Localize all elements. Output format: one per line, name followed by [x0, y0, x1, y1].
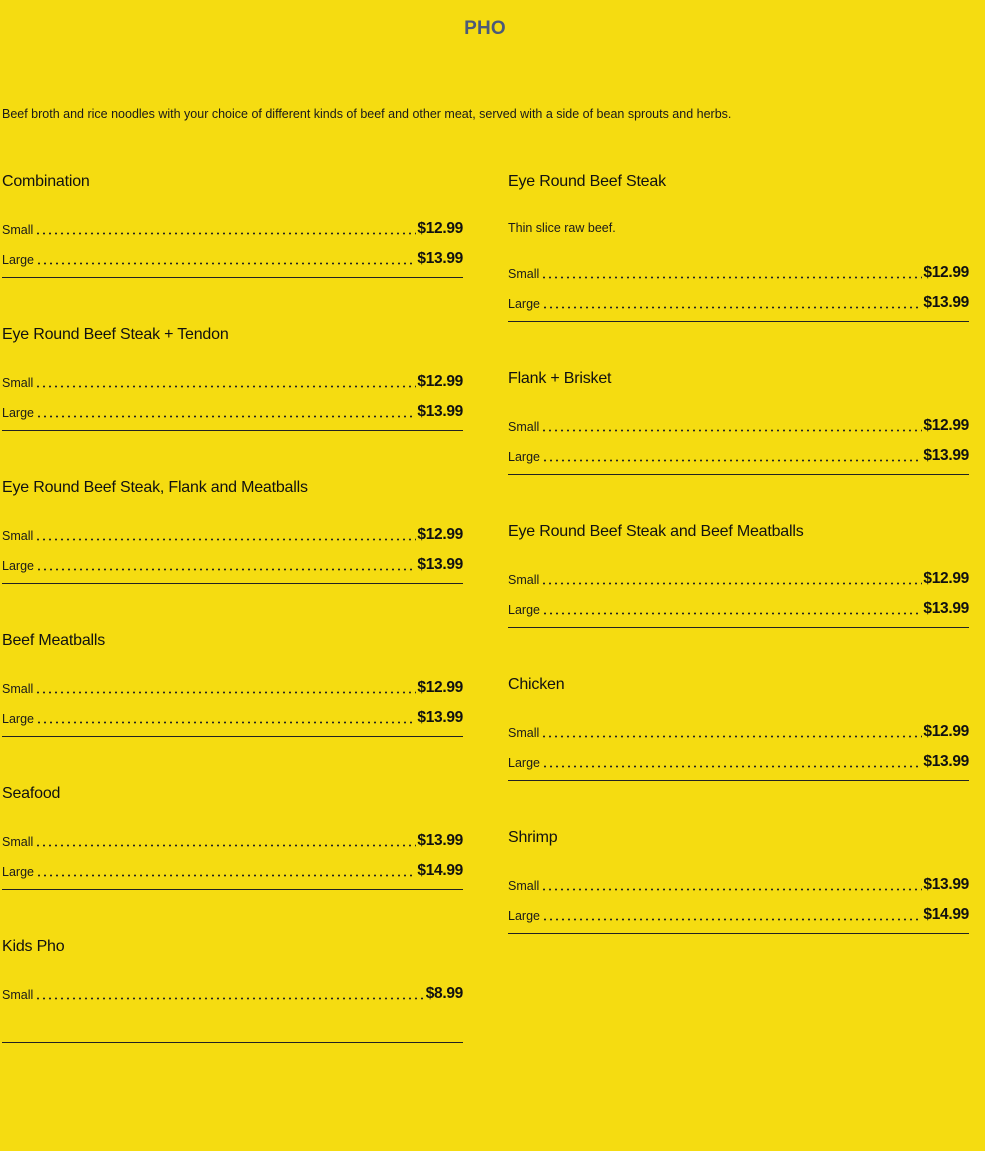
price-value: $12.99	[417, 220, 463, 237]
price-value: $12.99	[923, 723, 969, 740]
section-title: PHO	[464, 18, 506, 39]
dot-leader	[541, 276, 922, 279]
item-divider	[2, 430, 463, 431]
price-value: $13.99	[417, 832, 463, 849]
price-row	[508, 902, 969, 924]
size-label: Large	[508, 297, 540, 311]
size-label: Large	[508, 450, 540, 464]
size-label: Small	[508, 573, 540, 587]
price-row	[2, 828, 463, 850]
price-value: $13.99	[417, 403, 463, 420]
dot-leader	[35, 538, 416, 541]
price-value: $13.99	[923, 447, 969, 464]
dot-leader	[541, 735, 922, 738]
menu-item-name: Flank + Brisket	[508, 370, 612, 387]
price-row	[508, 413, 969, 435]
menu-item-name: Shrimp	[508, 829, 558, 846]
price-row	[508, 443, 969, 465]
item-divider	[508, 474, 969, 475]
dot-leader	[36, 568, 416, 571]
price-value: $13.99	[417, 250, 463, 267]
price-row	[2, 399, 463, 421]
price-row	[2, 552, 463, 574]
price-row	[2, 675, 463, 697]
price-row	[508, 566, 969, 588]
price-row	[2, 369, 463, 391]
size-label: Small	[508, 879, 540, 893]
price-row	[508, 260, 969, 282]
size-label: Large	[508, 603, 540, 617]
dot-leader	[542, 306, 922, 309]
size-label: Large	[2, 253, 34, 267]
size-label: Small	[2, 529, 34, 543]
menu-item-name: Eye Round Beef Steak and Beef Meatballs	[508, 523, 804, 540]
price-value: $12.99	[417, 526, 463, 543]
dot-leader	[542, 918, 922, 921]
item-divider	[2, 889, 463, 890]
price-row	[2, 705, 463, 727]
size-label: Large	[2, 406, 34, 420]
size-label: Small	[2, 223, 34, 237]
size-label: Large	[508, 756, 540, 770]
price-value: $8.99	[425, 985, 463, 1002]
price-value: $13.99	[417, 556, 463, 573]
size-label: Small	[508, 420, 540, 434]
price-row	[2, 216, 463, 238]
size-label: Large	[2, 559, 34, 573]
price-row	[508, 596, 969, 618]
menu-item-note: Thin slice raw beef.	[508, 221, 616, 235]
price-row	[2, 522, 463, 544]
dot-leader	[36, 874, 416, 877]
price-value: $12.99	[417, 373, 463, 390]
dot-leader	[35, 385, 416, 388]
price-row	[2, 858, 463, 880]
item-divider	[508, 933, 969, 934]
price-row	[508, 290, 969, 312]
price-row	[2, 246, 463, 268]
dot-leader	[36, 415, 416, 418]
menu-item-name: Beef Meatballs	[2, 632, 106, 649]
price-value: $13.99	[923, 600, 969, 617]
dot-leader	[35, 844, 416, 847]
dot-leader	[542, 765, 922, 768]
dot-leader	[35, 232, 416, 235]
item-divider	[2, 1042, 463, 1043]
item-divider	[508, 627, 969, 628]
price-value: $12.99	[923, 570, 969, 587]
menu-item-name: Combination	[2, 173, 90, 190]
size-label: Small	[508, 726, 540, 740]
price-value: $14.99	[923, 906, 969, 923]
price-value: $12.99	[417, 679, 463, 696]
size-label: Large	[508, 909, 540, 923]
menu-item-name: Eye Round Beef Steak + Tendon	[2, 326, 229, 343]
price-value: $14.99	[417, 862, 463, 879]
price-row	[508, 719, 969, 741]
dot-leader	[35, 997, 424, 1000]
dot-leader	[541, 429, 922, 432]
item-divider	[2, 277, 463, 278]
size-label: Large	[2, 712, 34, 726]
section-description: Beef broth and rice noodles with your choice of different kinds of beef and other meat, served with a side of bean sprouts and herbs.	[2, 107, 732, 121]
price-row	[508, 872, 969, 894]
item-divider	[508, 780, 969, 781]
price-value: $12.99	[923, 417, 969, 434]
menu-item-name: Eye Round Beef Steak, Flank and Meatballs	[2, 479, 308, 496]
size-label: Small	[2, 835, 34, 849]
dot-leader	[542, 459, 922, 462]
dot-leader	[542, 612, 922, 615]
size-label: Large	[2, 865, 34, 879]
dot-leader	[541, 888, 922, 891]
price-row	[508, 749, 969, 771]
menu-item-name: Kids Pho	[2, 938, 65, 955]
item-divider	[508, 321, 969, 322]
item-divider	[2, 583, 463, 584]
size-label: Small	[2, 988, 34, 1002]
dot-leader	[36, 262, 416, 265]
size-label: Small	[508, 267, 540, 281]
menu-item-name: Chicken	[508, 676, 565, 693]
price-value: $13.99	[923, 294, 969, 311]
dot-leader	[36, 721, 416, 724]
dot-leader	[541, 582, 922, 585]
price-value: $13.99	[923, 876, 969, 893]
price-row	[2, 981, 463, 1003]
price-value: $13.99	[417, 709, 463, 726]
item-divider	[2, 736, 463, 737]
size-label: Small	[2, 376, 34, 390]
menu-item-name: Eye Round Beef Steak	[508, 173, 666, 190]
price-value: $13.99	[923, 753, 969, 770]
menu-item-name: Seafood	[2, 785, 61, 802]
size-label: Small	[2, 682, 34, 696]
dot-leader	[35, 691, 416, 694]
price-value: $12.99	[923, 264, 969, 281]
